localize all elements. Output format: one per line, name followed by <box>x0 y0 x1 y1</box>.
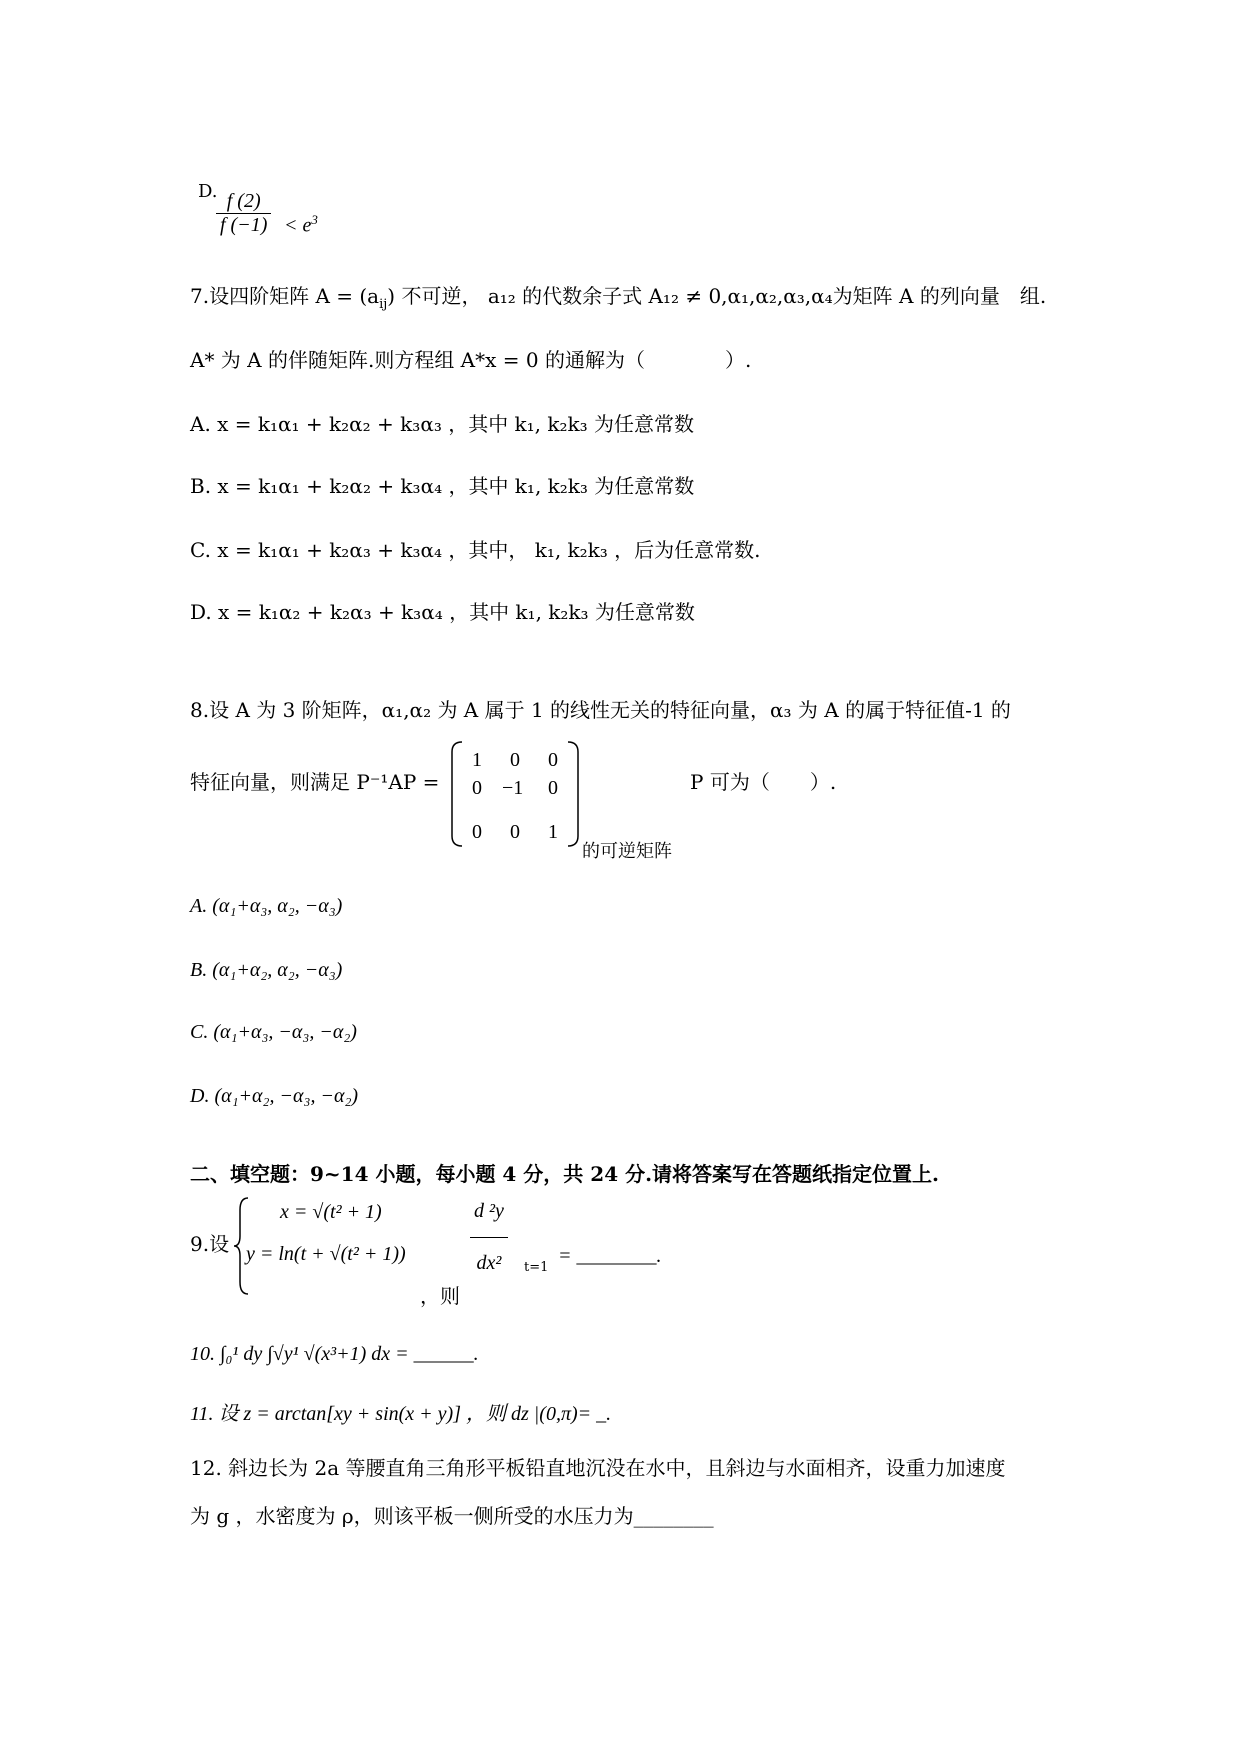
q8-option-a: A. (α₁+α₃, α₂, −α₃) <box>190 895 343 917</box>
q7-line2: A* 为 A 的伴随矩阵.则方程组 A*x = 0 的通解为（ ）. <box>190 348 752 372</box>
q9-then: ，则 <box>420 1284 460 1308</box>
derivative <box>470 1200 508 1275</box>
matrix-cell: 0 <box>510 749 520 771</box>
q7-subscript: ij <box>379 297 388 312</box>
q8-line2-pre: 特征向量，则满足 P⁻¹AP = <box>190 770 440 794</box>
fraction <box>216 190 271 237</box>
q9-eq1: x = √(t² + 1) <box>280 1201 382 1223</box>
q9-at: t=1 <box>524 1260 549 1275</box>
matrix-cell: 1 <box>548 821 558 843</box>
q12-line2: 为 g ，水密度为 ρ，则该平板一侧所受的水压力为________ <box>190 1504 714 1528</box>
matrix-cell: 0 <box>472 821 482 843</box>
q8-line2-post: P 可为（ ）. <box>690 770 837 794</box>
q7-option-b: B. x = k₁α₁ + k₂α₂ + k₃α₄ ，其中 k₁, k₂k₃ 为任意常数 <box>190 474 695 498</box>
q7-option-d: D. x = k₁α₂ + k₂α₃ + k₃α₄ ，其中 k₁, k₂k₃ 为任意常数 <box>190 600 695 624</box>
q8-line1: 8.设 A 为 3 阶矩阵，α₁,α₂ 为 A 属于 1 的线性无关的特征向量，α₃ 为 A 的属于特征值-1 的 <box>190 698 1011 722</box>
relation-text: < e <box>284 214 312 237</box>
q12-line1: 12. 斜边长为 2a 等腰直角三角形平板铅直地沉没在水中，且斜边与水面相齐，设重力加速度 <box>190 1456 1006 1480</box>
matrix-cell: −1 <box>502 777 524 799</box>
denominator: f (−1) <box>220 214 268 236</box>
option-label: D. <box>198 181 218 202</box>
matrix-cell: 1 <box>472 749 482 771</box>
denominator: dx² <box>476 1252 502 1274</box>
matrix <box>450 738 580 850</box>
matrix-cell: 0 <box>510 821 520 843</box>
q7-option-c: C. x = k₁α₁ + k₂α₃ + k₃α₄ ，其中， k₁, k₂k₃ ，后为任意常数. <box>190 538 761 562</box>
q7-line1 <box>190 282 1046 319</box>
q8-option-d: D. (α₁+α₂, −α₃, −α₂) <box>190 1085 359 1107</box>
matrix-cell: 0 <box>548 777 558 799</box>
q7-line1-text: 7.设四阶矩阵 A = (a <box>190 284 380 308</box>
matrix-cell: 0 <box>472 777 482 799</box>
question-11: 11. 设 z = arctan[xy + sin(x + y)] ，则 dz |(0,π)= _. <box>190 1403 612 1425</box>
question-10: 10. ∫₀¹ dy ∫√y¹ √(x³+1) dx = ______. <box>190 1343 479 1365</box>
q9-tail: = ________. <box>558 1245 662 1267</box>
q7-option-a: A. x = k₁α₁ + k₂α₂ + k₃α₃ ，其中 k₁, k₂k₃ 为任意常数 <box>190 412 695 436</box>
matrix-cell: 0 <box>548 749 558 771</box>
numerator: d ²y <box>470 1200 508 1238</box>
q9-label: 9.设 <box>190 1232 230 1256</box>
numerator: f (2) <box>216 190 271 214</box>
q8-option-c: C. (α₁+α₃, −α₃, −α₂) <box>190 1021 357 1043</box>
exponent: 3 <box>311 212 318 227</box>
q8-matrix-suffix: 的可逆矩阵 <box>582 841 672 862</box>
q9-eq2: y = ln(t + √(t² + 1)) <box>246 1243 406 1265</box>
q7-line1-rest: ) 不可逆， a₁₂ 的代数余子式 A₁₂ ≠ 0,α₁,α₂,α₃,α₄为矩阵 A 的列向量 组. <box>387 284 1047 308</box>
relation <box>284 206 318 240</box>
section-title: 二、填空题：9~14 小题，每小题 4 分，共 24 分.请将答案写在答题纸指定位置上. <box>190 1162 939 1186</box>
q8-option-b: B. (α₁+α₂, α₂, −α₃) <box>190 959 343 981</box>
